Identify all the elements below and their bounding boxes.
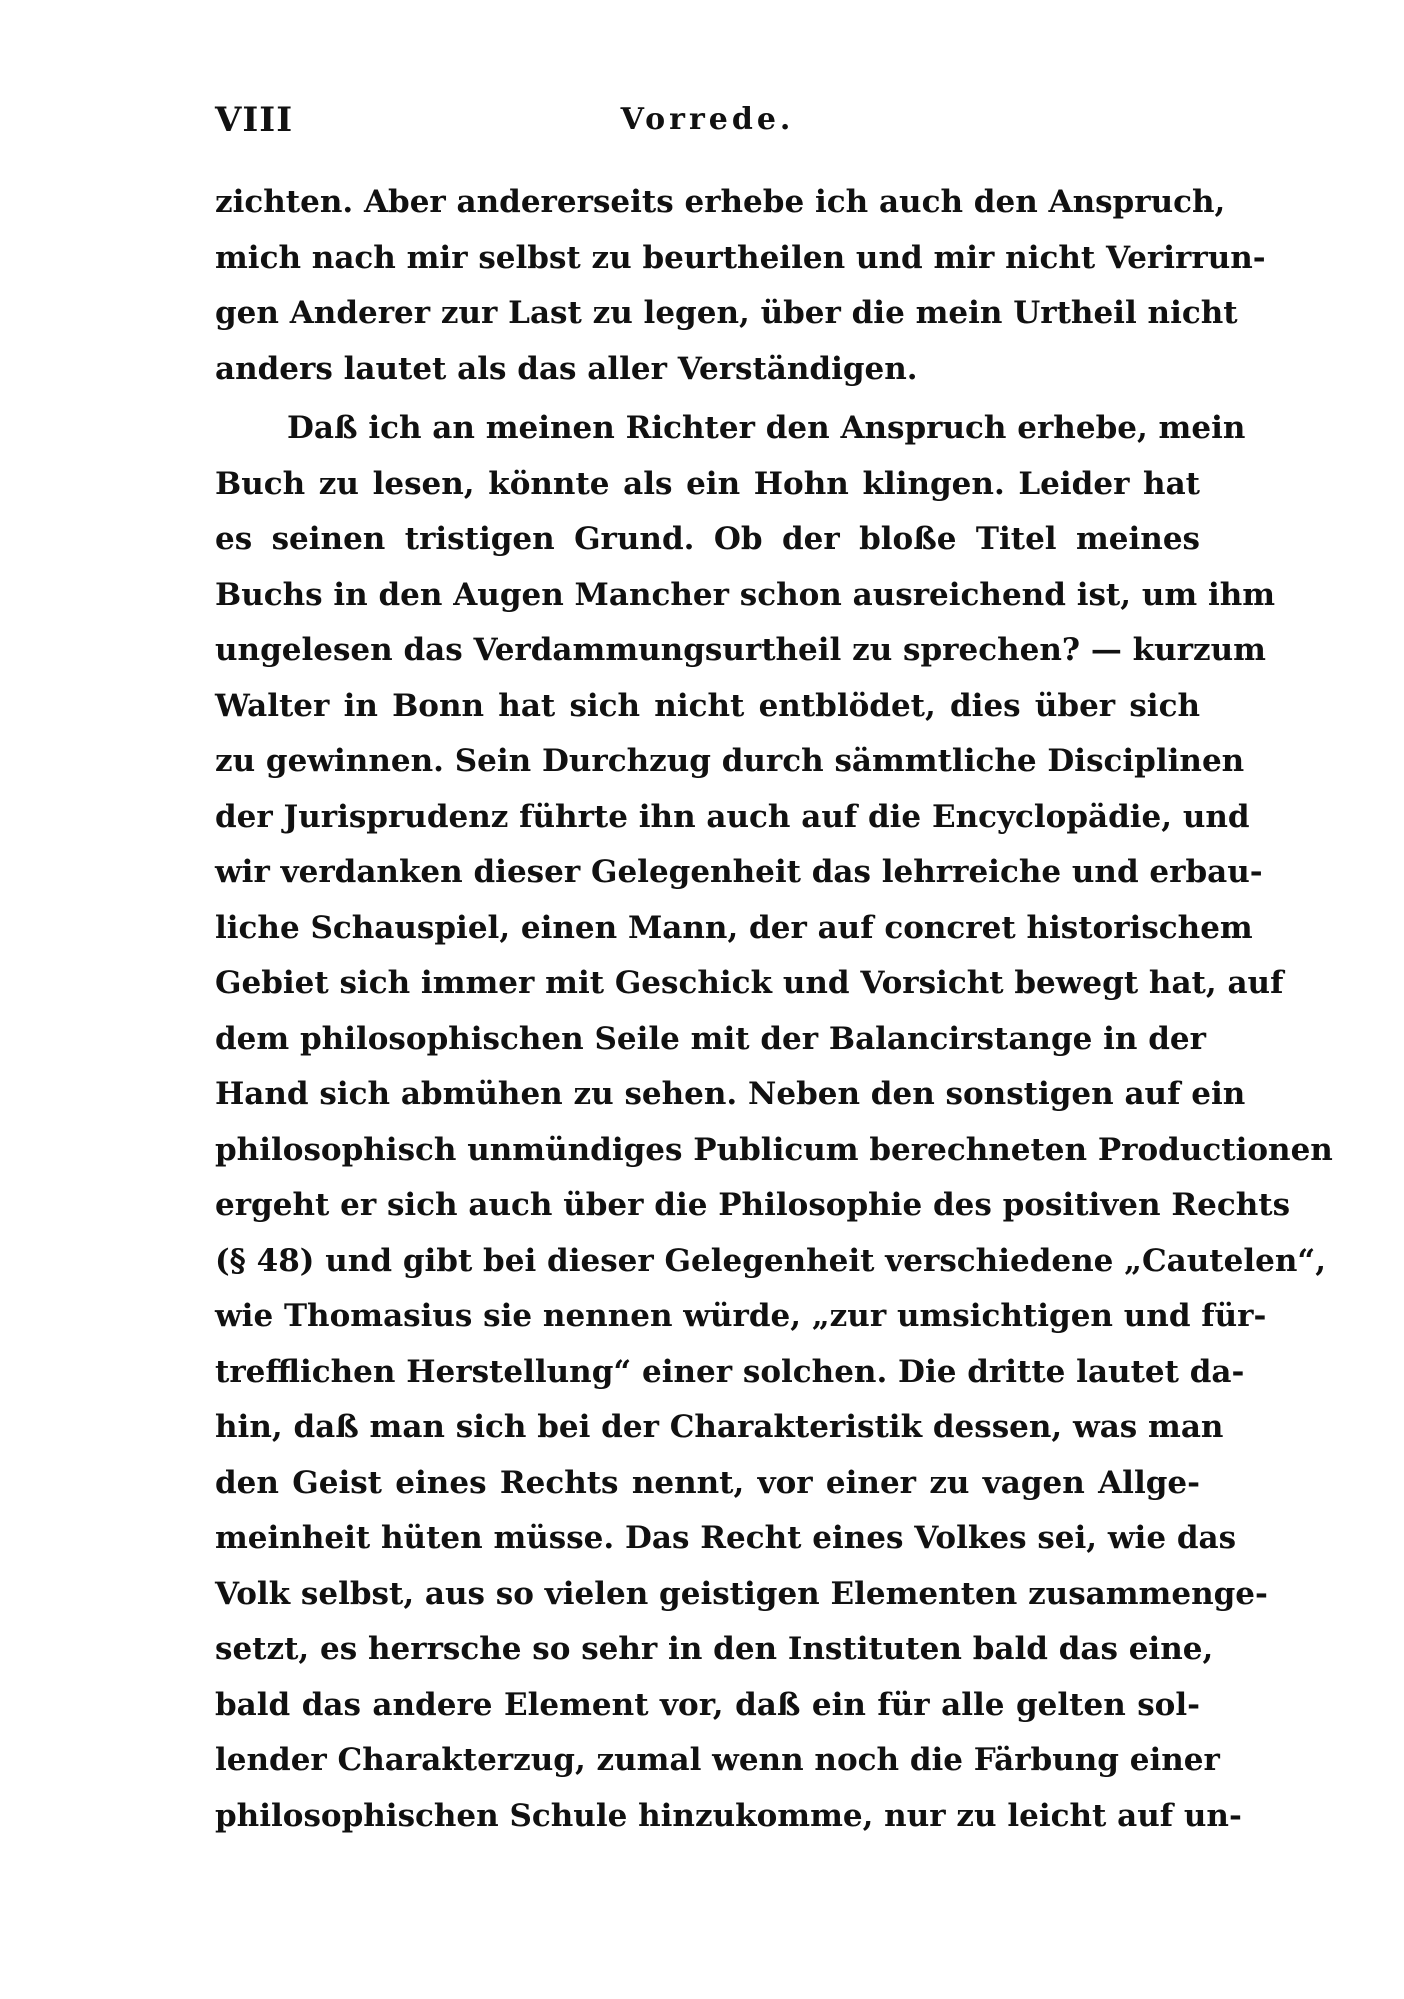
text-line: philosophisch unmündiges Publicum berechneten Productionen <box>215 1131 1333 1168</box>
text-line: trefflichen Herstellung“ einer solchen. Die dritte lautet da- <box>215 1353 1245 1390</box>
body-text <box>215 175 1333 1844</box>
text-line: dem philosophischen Seile mit der Balancirstange in der <box>215 1020 1206 1057</box>
text-line: (§ 48) und gibt bei dieser Gelegenheit verschiedene „Cautelen“, <box>215 1242 1327 1279</box>
text-line: meinheit hüten müsse. Das Recht eines Volkes sei, wie das <box>215 1520 1237 1556</box>
text-line: wir verdanken dieser Gelegenheit das lehrreiche und erbau- <box>215 854 1263 890</box>
text-line: lender Charakterzug, zumal wenn noch die Färbung einer <box>215 1742 1220 1778</box>
text-line: bald das andere Element vor, daß ein für alle gelten sol- <box>215 1686 1200 1723</box>
text-line: hin, daß man sich bei der Charakteristik dessen, was man <box>215 1409 1224 1445</box>
text-line: zichten. Aber andererseits erhebe ich auch den Anspruch, <box>215 184 1226 220</box>
text-line: anders lautet als das aller Verständigen. <box>215 350 918 387</box>
text-line: wie Thomasius sie nennen würde, „zur umsichtigen und für- <box>215 1298 1267 1334</box>
text-line: Buch zu lesen, könnte als ein Hohn klingen. Leider hat <box>215 465 1200 502</box>
text-line: liche Schauspiel, einen Mann, der auf concret historischem <box>215 909 1253 946</box>
text-line: Buchs in den Augen Mancher schon ausreichend ist, um ihm <box>215 576 1276 613</box>
text-line: zu gewinnen. Sein Durchzug durch sämmtliche Disciplinen <box>215 743 1245 779</box>
text-line: setzt, es herrsche so sehr in den Instituten bald das eine, <box>215 1631 1214 1667</box>
text-line: den Geist eines Rechts nennt, vor einer zu vagen Allge- <box>215 1464 1200 1501</box>
text-line: Daß ich an meinen Richter den Anspruch erhebe, mein <box>287 410 1246 446</box>
text-line: Hand sich abmühen zu sehen. Neben den sonstigen auf ein <box>215 1076 1246 1112</box>
text-line: gen Anderer zur Last zu legen, über die mein Urtheil nicht <box>215 295 1238 331</box>
text-line: Volk selbst, aus so vielen geistigen Elementen zusammenge- <box>215 1575 1268 1612</box>
text-line: philosophischen Schule hinzukomme, nur zu leicht auf un- <box>215 1797 1242 1834</box>
text-line: es seinen tristigen Grund. Ob der bloße Titel meines <box>215 521 1200 557</box>
running-head <box>215 100 1200 150</box>
page-number: VIII <box>215 100 294 140</box>
text-line: Walter in Bonn hat sich nicht entblödet, dies über sich <box>215 687 1200 724</box>
text-line: ungelesen das Verdammungsurtheil zu sprechen? — kurzum <box>215 632 1266 668</box>
text-line: mich nach mir selbst zu beurtheilen und mir nicht Verirrun- <box>215 239 1266 276</box>
running-title: Vorrede. <box>620 102 795 137</box>
text-line: ergeht er sich auch über die Philosophie des positiven Rechts <box>215 1187 1291 1223</box>
text-line: Gebiet sich immer mit Geschick und Vorsicht bewegt hat, auf <box>215 965 1284 1001</box>
text-line: der Jurisprudenz führte ihn auch auf die Encyclopädie, und <box>215 798 1250 835</box>
